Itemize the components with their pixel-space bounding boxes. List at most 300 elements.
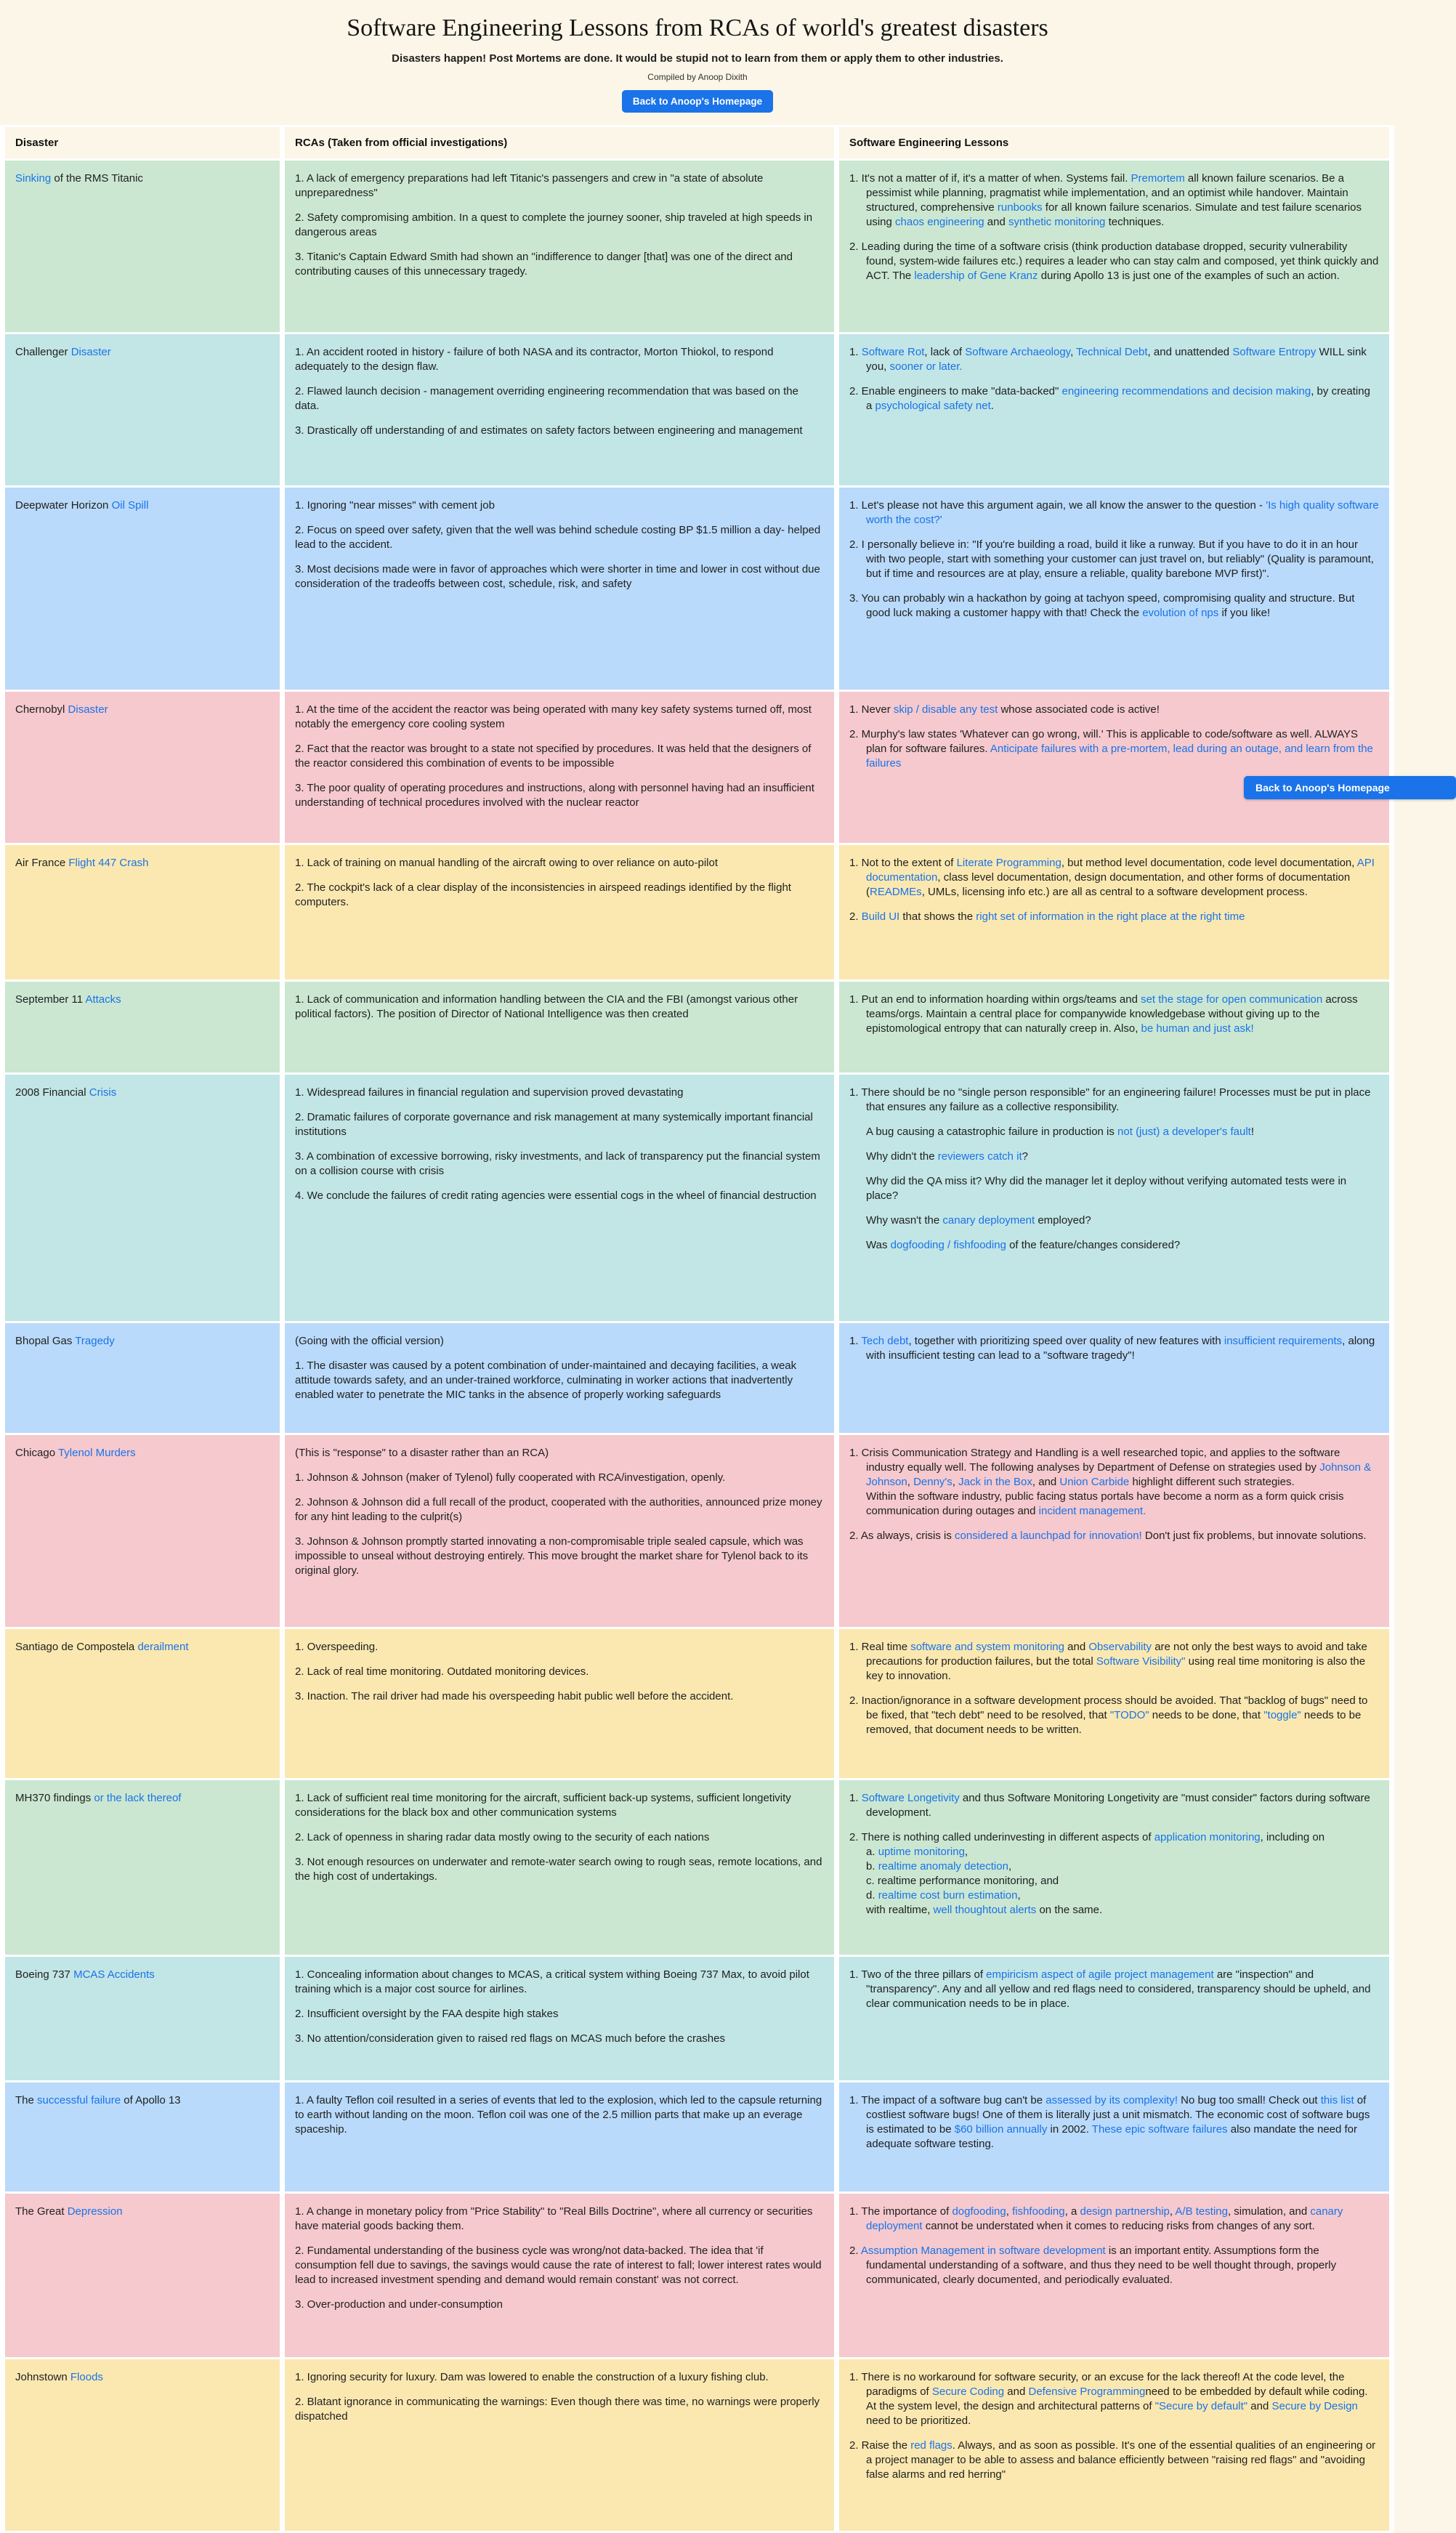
inline-link[interactable]: READMEs (870, 886, 922, 898)
text-segment: during Apollo 13 is just one of the examples of such an action. (1038, 270, 1340, 282)
text-segment: , (952, 1476, 959, 1488)
text-segment: , (1006, 2205, 1013, 2218)
inline-link[interactable]: dogfooding (952, 2205, 1006, 2218)
page-subtitle: Disasters happen! Post Mortems are done. It would be stupid not to learn from them or apply them to other industries. (392, 52, 1003, 65)
paragraph (295, 2298, 824, 2312)
text-segment: 2. Safety compromising ambition. In a quest to complete the journey sooner, ship traveled at high speeds in dangerous areas (295, 211, 813, 238)
paragraph (295, 1830, 824, 1845)
paragraph (849, 1830, 1379, 1845)
text-segment: No bug too small! Check out (1178, 2094, 1321, 2106)
text-segment: need to be embedded by default while coding. (1145, 2385, 1368, 2398)
text-segment: 2. Raise the (849, 2439, 911, 2452)
inline-link[interactable]: chaos engineering (895, 216, 984, 228)
text-segment: 2. Fundamental understanding of the business cycle was wrong/not data-backed. The idea that 'if consumption fell due to savings, the savings would cause the rate of interest to fall; lower interest rates would lead to increased investment spending and demand would remain constant' was not correct. (295, 2245, 822, 2286)
paragraph (849, 1845, 1379, 1859)
paragraph (849, 2244, 1379, 2287)
paragraph (295, 2007, 824, 2021)
text-segment: The (15, 2094, 38, 2106)
rca-cell (285, 1435, 834, 1627)
paragraph (849, 1125, 1379, 1139)
text-segment: 1. Johnson & Johnson (maker of Tylenol) fully cooperated with RCA/investigation, openly. (295, 1471, 726, 1484)
inline-link[interactable]: canary deployment (866, 2205, 1343, 2232)
inline-link[interactable]: incident management. (1038, 1505, 1146, 1517)
inline-link[interactable]: Flight 447 Crash (68, 857, 149, 869)
paragraph (295, 1189, 824, 1203)
table-row (5, 161, 1389, 332)
paragraph (295, 1968, 824, 1997)
rca-cell (285, 488, 834, 690)
lessons-cell (839, 1075, 1389, 1321)
text-segment: ! (1250, 1126, 1255, 1138)
table-row (5, 334, 1389, 485)
inline-link[interactable]: skip / disable any test (893, 703, 998, 716)
text-segment: 1. (849, 1792, 862, 1804)
paragraph (849, 1150, 1379, 1164)
inline-link[interactable]: leadership of Gene Kranz (914, 270, 1038, 282)
inline-link[interactable]: Tragedy (75, 1335, 115, 1347)
text-segment: of costliest software bugs! One of them is literally just a unit mismatch. The economic cost of software bugs is estimated to be (866, 2094, 1370, 2136)
text-segment: 1. (849, 1335, 862, 1347)
inline-link[interactable]: Defensive Programming (1028, 2385, 1146, 2398)
paragraph (295, 856, 824, 870)
inline-link[interactable]: 'Is high quality software worth the cost?' (866, 499, 1379, 526)
text-segment: WILL sink you, (866, 346, 1367, 373)
text-segment: are not only the best ways to avoid and take precautions for production failures, but the total (866, 1641, 1367, 1668)
paragraph (849, 2439, 1379, 2482)
lessons-cell (839, 1780, 1389, 1955)
text-segment: of the feature/changes considered? (1006, 1239, 1181, 1251)
paragraph (849, 2399, 1379, 2428)
paragraph (849, 1874, 1379, 1888)
text-segment: Why did the QA miss it? Why did the manager let it deploy without verifying automated tests were in place? (866, 1175, 1347, 1202)
paragraph (295, 345, 824, 374)
text-segment: d. (866, 1889, 878, 1902)
inline-link[interactable]: API documentation (866, 857, 1375, 884)
paragraph (295, 2244, 824, 2287)
text-segment: 3. Inaction. The rail driver had made his overspeeding habit public well before the accident. (295, 1690, 734, 1702)
rca-cell (285, 692, 834, 843)
inline-link[interactable]: Attacks (85, 993, 121, 1006)
paragraph (295, 562, 824, 591)
disaster-cell (5, 1780, 280, 1955)
disaster-cell (5, 2359, 280, 2531)
text-segment: for all known failure scenarios. Simulate and test failure scenarios using (866, 201, 1362, 228)
paragraph (849, 1086, 1379, 1115)
paragraph (849, 910, 1379, 924)
rca-cell (285, 1957, 834, 2080)
text-segment: , (1169, 2205, 1176, 2218)
text-segment: with realtime, (866, 1904, 934, 1916)
inline-link[interactable]: A/B testing (1175, 2205, 1228, 2218)
table-row (5, 2082, 1389, 2191)
text-segment: 2. Focus on speed over safety, given that the well was behind schedule costing BP $1.5 million a day- helped lead to the accident. (295, 524, 821, 551)
text-segment: of Apollo 13 (121, 2094, 181, 2106)
paragraph (849, 384, 1379, 413)
text-segment: that shows the (899, 910, 976, 923)
inline-link[interactable]: Secure Coding (931, 2385, 1005, 2398)
text-segment: 2. Leading during the time of a software crisis (think production database dropped, security vulnerability found, system-wide failures etc.) requires a leader who can stay calm and composed, yet think quickly and ACT. The (849, 241, 1379, 282)
paragraph (295, 2093, 824, 2137)
text-segment: , UMLs, licensing info etc.) are all as central to a software development process. (921, 886, 1308, 898)
text-segment: , (964, 1846, 968, 1858)
text-segment: cannot be understated when it comes to reducing risks from changes of any sort. (922, 2220, 1315, 2232)
text-segment: ? (1022, 1150, 1028, 1163)
paragraph (295, 1855, 824, 1884)
paragraph (849, 1791, 1379, 1820)
paragraph (849, 345, 1379, 374)
text-segment: 2. Flawed launch decision - management overriding engineering recommendation that was based on the data. (295, 385, 798, 412)
paragraph (295, 1359, 824, 1402)
rca-cell (285, 334, 834, 485)
inline-link[interactable]: right set of information in the right place at the right time (976, 910, 1245, 923)
paragraph (849, 1238, 1379, 1253)
paragraph (849, 703, 1379, 717)
text-segment: 3. Most decisions made were in favor of approaches which were shorter in time and lower in cost without due consideration of the tradeoffs between cost, schedule, risk, and safety (295, 563, 820, 590)
inline-link[interactable]: successful failure (37, 2094, 121, 2106)
text-segment: Bhopal Gas (15, 1335, 76, 1347)
disaster-cell (5, 2082, 280, 2191)
inline-link[interactable]: Union Carbide (1059, 1476, 1130, 1488)
text-segment: 1. Real time (849, 1641, 911, 1653)
lessons-cell (839, 1629, 1389, 1778)
text-segment: b. (866, 1860, 878, 1873)
text-segment: whose associated code is active! (998, 703, 1160, 716)
text-segment: 2. (849, 2245, 861, 2257)
inline-link[interactable]: design partnership (1080, 2205, 1170, 2218)
inline-link[interactable]: Assumption Management in software development (860, 2245, 1106, 2257)
text-segment: 1. A lack of emergency preparations had left Titanic's passengers and crew in "a state of absolute unpreparedness" (295, 172, 764, 199)
paragraph (295, 171, 824, 201)
text-segment: 1. Two of the three pillars of (849, 1968, 987, 1981)
text-segment: 1. (849, 346, 862, 358)
inline-link[interactable]: Jack in the Box (958, 1476, 1032, 1488)
paragraph (295, 1791, 824, 1820)
inline-link[interactable]: Oil Spill (111, 499, 149, 512)
table-row (5, 488, 1389, 690)
text-segment: 3. Drastically off understanding of and estimates on safety factors between engineering and management (295, 424, 803, 437)
paragraph (849, 2205, 1379, 2234)
rca-cell (285, 2194, 834, 2357)
floating-back-to-homepage-button[interactable]: Back to Anoop's Homepage (1244, 776, 1456, 799)
table-row (5, 2359, 1389, 2531)
inline-link[interactable]: Denny's (913, 1476, 953, 1488)
paragraph (849, 1490, 1379, 1519)
text-segment: 1. Crisis Communication Strategy and Handling is a well researched topic, and applies to the software industry equally well. The following analyses by Department of Defense on strategies used by (849, 1447, 1340, 1474)
inline-link[interactable]: assessed by its complexity! (1046, 2094, 1178, 2106)
inline-link[interactable]: Software Longetivity (861, 1792, 960, 1804)
disaster-cell (5, 1629, 280, 1778)
rca-cell (285, 161, 834, 332)
inline-link[interactable]: this list (1320, 2094, 1354, 2106)
table-row (5, 1780, 1389, 1955)
paragraph (295, 1086, 824, 1100)
text-segment: , (1070, 346, 1077, 358)
disaster-cell (5, 334, 280, 485)
lessons-cell (839, 845, 1389, 979)
text-segment: 2. Johnson & Johnson did a full recall of the product, cooperated with the authorities, announced prize money for any hint leading to the culprit(s) (295, 1496, 822, 1523)
inline-link[interactable]: engineering recommendations and decision making (1061, 385, 1311, 397)
inline-link[interactable]: Software Archaeology (965, 346, 1071, 358)
text-segment: 1. At the time of the accident the reactor was being operated with many key safety systems turned off, most notably the emergency core cooling system (295, 703, 812, 730)
inline-link[interactable]: Premortem (1131, 172, 1185, 185)
inline-link[interactable]: application monitoring (1154, 1831, 1261, 1843)
lessons-cell (839, 334, 1389, 485)
paragraph (295, 1334, 824, 1349)
text-segment: on the same. (1036, 1904, 1103, 1916)
text-segment: 1. Ignoring "near misses" with cement job (295, 499, 495, 512)
paragraph (295, 211, 824, 240)
inline-link[interactable]: runbooks (997, 201, 1043, 214)
text-segment: needs to be removed, that document needs to be written. (866, 1709, 1362, 1736)
inline-link[interactable]: realtime cost burn estimation (878, 1889, 1018, 1902)
text-segment: using real time monitoring is also the key to innovation. (866, 1655, 1366, 1682)
inline-link[interactable]: reviewers catch it (937, 1150, 1022, 1163)
text-segment: 1. Concealing information about changes to MCAS, a critical system withing Boeing 737 Max, to avoid pilot training which is a major cost source for airlines. (295, 1968, 809, 1995)
paragraph (849, 1529, 1379, 1543)
text-segment: 1. An accident rooted in history - failure of both NASA and its contractor, Morton Thiokol, to respond adequately to the design flaw. (295, 346, 774, 373)
inline-link[interactable]: Johnson & Johnson (866, 1461, 1372, 1488)
text-segment: and (1004, 2385, 1029, 2398)
inline-link[interactable]: MCAS Accidents (73, 1968, 155, 1981)
text-segment: 2. Insufficient oversight by the FAA despite high stakes (295, 2008, 559, 2020)
text-segment: , (1017, 1889, 1021, 1902)
column-header-rcas: RCAs (Taken from official investigations) (285, 127, 834, 158)
inline-link[interactable]: Anticipate failures with a pre-mortem, lead during an outage, and learn from the failures (866, 743, 1373, 769)
text-segment: 1. There is no workaround for software security, or an excuse for the lack thereof! At the code level, the paradigms of (849, 2371, 1345, 2398)
text-segment: Chicago (15, 1447, 58, 1459)
inline-link[interactable]: be human and just ask! (1141, 1022, 1254, 1035)
inline-link[interactable]: Tech debt (861, 1335, 909, 1347)
inline-link[interactable]: Disaster (70, 346, 111, 358)
text-segment: highlight different such strategies. (1129, 1476, 1295, 1488)
text-segment: , and (1032, 1476, 1060, 1488)
text-segment: 2. Lack of openness in sharing radar data mostly owing to the security of each nations (295, 1831, 710, 1843)
disaster-cell (5, 1957, 280, 2080)
inline-link[interactable]: uptime monitoring (878, 1846, 965, 1858)
lessons-cell (839, 2194, 1389, 2357)
text-segment: 1. Let's please not have this argument again, we all know the answer to the question - (849, 499, 1266, 512)
disaster-cell (5, 692, 280, 843)
paragraph (295, 1150, 824, 1179)
paragraph (849, 498, 1379, 528)
disaster-cell (5, 982, 280, 1072)
text-segment: Chernobyl (15, 703, 68, 716)
inline-link[interactable]: "Secure by default" (1154, 2400, 1248, 2412)
text-segment: a. (866, 1846, 878, 1858)
disaster-cell (5, 161, 280, 332)
disasters-table (0, 125, 1394, 2533)
inline-link[interactable]: Software Visibility" (1096, 1655, 1186, 1668)
inline-link[interactable]: canary deployment (942, 1214, 1035, 1227)
text-segment: and thus Software Monitoring Longetivity are "must consider" factors during software development. (866, 1792, 1370, 1819)
text-segment: 1. Lack of training on manual handling of the aircraft owing to over reliance on auto-pilot (295, 857, 719, 869)
inline-link[interactable]: psychological safety net (875, 400, 991, 412)
text-segment: are "inspection" and "transparency". Any and all yellow and red flags need to considered, transparency should be upheld, and clear communication needs to be in place. (866, 1968, 1371, 2010)
text-segment: . Always, and as soon as possible. It's one of the essential qualities of an engineering or a project manager to be able to assess and balance efficiently between "raising red flags" and "avoiding false alarms and red herring" (866, 2439, 1376, 2481)
page-title: Software Engineering Lessons from RCAs of world's greatest disasters (347, 15, 1048, 41)
table-row (5, 1629, 1389, 1778)
disaster-cell (5, 1075, 280, 1321)
text-segment: 2. I personally believe in: "If you're building a road, build it like a runway. But if you have to do it in an hour with two people, start with something your customer can just travel on, but reliably" (Quality is paramount, but if time and resources are at play, ensure a reliable, quality barebone MVP first)". (849, 538, 1374, 580)
paragraph (295, 781, 824, 810)
inline-link[interactable]: empiricism aspect of agile project management (986, 1968, 1214, 1981)
text-segment: 1. The impact of a software bug can't be (849, 2094, 1046, 2106)
paragraph (295, 384, 824, 413)
paragraph (295, 1495, 824, 1524)
paragraph (295, 1110, 824, 1139)
lessons-cell (839, 488, 1389, 690)
paragraph (295, 1535, 824, 1578)
inline-link[interactable]: Literate Programming (956, 857, 1061, 869)
rca-cell (285, 845, 834, 979)
rca-cell (285, 1629, 834, 1778)
inline-link[interactable]: derailment (137, 1641, 189, 1653)
text-segment: Was (866, 1239, 891, 1251)
inline-link[interactable]: Sinking (15, 172, 52, 185)
text-segment: Johnstown (15, 2371, 70, 2383)
text-segment: employed? (1035, 1214, 1091, 1227)
text-segment: Boeing 737 (15, 1968, 74, 1981)
text-segment: 1. It's not a matter of if, it's a matter of when. Systems fail. (849, 172, 1131, 185)
inline-link[interactable]: Software Entropy (1232, 346, 1317, 358)
inline-link[interactable]: Observability (1088, 1641, 1152, 1653)
paragraph (295, 250, 824, 279)
inline-link[interactable]: Secure by Design (1271, 2400, 1358, 2412)
table-row (5, 1323, 1389, 1433)
text-segment: needs to be done, that (1149, 1709, 1264, 1721)
text-segment: 3. A combination of excessive borrowing, risky investments, and lack of transparency put the financial system on a collision course with crisis (295, 1150, 820, 1177)
inline-link[interactable]: fishfooding (1012, 2205, 1065, 2218)
inline-link[interactable]: "toggle" (1263, 1709, 1301, 1721)
inline-link[interactable]: Crisis (89, 1086, 117, 1099)
table-row (5, 1435, 1389, 1627)
text-segment: , and unattended (1147, 346, 1233, 358)
inline-link[interactable]: evolution of nps (1142, 607, 1219, 619)
text-segment: (This is "response" to a disaster rather than an RCA) (295, 1447, 549, 1459)
text-segment: Don't just fix problems, but innovate solutions. (1141, 1530, 1367, 1542)
text-segment: 1. Widespread failures in financial regulation and supervision proved devastating (295, 1086, 684, 1099)
text-segment: 3. You can probably win a hackathon by going at tachyon speed, compromising quality and structure. But good luck making a customer happy with that! Check the (849, 592, 1355, 619)
compiled-by: Compiled by Anoop Dixith (647, 72, 748, 82)
paragraph (295, 1665, 824, 1679)
paragraph (295, 703, 824, 732)
text-segment: 3. No attention/consideration given to raised red flags on MCAS much before the crashes (295, 2032, 725, 2045)
inline-link[interactable]: not (just) a developer's fault (1117, 1126, 1251, 1138)
text-segment: 2. Fact that the reactor was brought to a state not specified by procedures. It was held that the designers of the reactor considered this combination of events to be impossible (295, 743, 812, 769)
paragraph (295, 2370, 824, 2385)
paragraph (849, 1174, 1379, 1203)
text-segment: September 11 (15, 993, 86, 1006)
inline-link[interactable]: Disaster (68, 703, 108, 716)
text-segment: , (907, 1476, 914, 1488)
back-to-homepage-button[interactable]: Back to Anoop's Homepage (622, 90, 773, 113)
inline-link[interactable]: red flags (910, 2439, 953, 2452)
disaster-cell (5, 1435, 280, 1627)
rca-cell (285, 982, 834, 1072)
inline-link[interactable]: insufficient requirements (1224, 1335, 1343, 1347)
inline-link[interactable]: Build UI (861, 910, 900, 923)
text-segment: 3. Not enough resources on underwater and remote-water search owing to rough seas, remote locations, and the high cost of undertakings. (295, 1856, 822, 1883)
lessons-cell (839, 161, 1389, 332)
inline-link[interactable]: $60 billion annually (954, 2123, 1048, 2136)
inline-link[interactable]: well thoughtout alerts (933, 1904, 1037, 1916)
text-segment: 1. Lack of communication and information handling between the CIA and the FBI (amongst various other political factors). The position of Director of National Intelligence was then created (295, 993, 798, 1020)
table-row (5, 692, 1389, 843)
text-segment: 2. (849, 910, 862, 923)
rca-cell (285, 1323, 834, 1433)
page-header (0, 0, 1395, 113)
inline-link[interactable]: dogfooding / fishfooding (890, 1239, 1006, 1251)
paragraph (849, 171, 1379, 230)
text-segment: 3. Johnson & Johnson promptly started innovating a non-compromisable triple sealed capsule, which was impossible to unseal without destroying entirely. This move brought the market share for Tylenol back to its original glory. (295, 1535, 809, 1577)
inline-link[interactable]: synthetic monitoring (1008, 216, 1106, 228)
text-segment: also mandate the need for adequate software testing. (866, 2123, 1358, 2150)
paragraph (295, 2032, 824, 2046)
paragraph (295, 498, 824, 513)
text-segment: Why didn't the (866, 1150, 938, 1163)
inline-link[interactable]: sooner or later. (889, 360, 963, 373)
text-segment: (Going with the official version) (295, 1335, 444, 1347)
lessons-cell (839, 982, 1389, 1072)
paragraph (295, 742, 824, 771)
disaster-cell (5, 2194, 280, 2357)
text-segment: , by creating a (866, 385, 1370, 412)
text-segment: 1. Overspeeding. (295, 1641, 379, 1653)
text-segment: 2. The cockpit's lack of a clear display of the inconsistencies in airspeed readings identified by the flight computers. (295, 881, 791, 908)
paragraph (849, 1446, 1379, 1490)
inline-link[interactable]: Tylenol Murders (57, 1447, 136, 1459)
inline-link[interactable]: software and system monitoring (910, 1641, 1064, 1653)
text-segment: 3. The poor quality of operating procedures and instructions, along with personnel having had an insufficient understanding of technical procedures involved with the nuclear reactor (295, 782, 814, 809)
table-row (5, 845, 1389, 979)
text-segment: A bug causing a catastrophic failure in production is (866, 1126, 1118, 1138)
table-row (5, 1075, 1389, 1321)
text-segment: Challenger (15, 346, 71, 358)
inline-link[interactable]: These epic software failures (1091, 2123, 1228, 2136)
paragraph (295, 2205, 824, 2234)
inline-link[interactable]: realtime anomaly detection (878, 1860, 1008, 1873)
inline-link[interactable]: Software Rot (861, 346, 925, 358)
text-segment: , simulation, and (1227, 2205, 1311, 2218)
inline-link[interactable]: or the lack thereof (94, 1792, 182, 1804)
text-segment: At the system level, the design and architectural patterns of (866, 2400, 1155, 2412)
inline-link[interactable]: "TODO" (1109, 1709, 1149, 1721)
text-segment: , (1008, 1860, 1012, 1873)
paragraph (849, 1859, 1379, 1874)
paragraph (849, 2370, 1379, 2399)
paragraph (295, 424, 824, 438)
disasters-table-body (5, 161, 1389, 2531)
text-segment: , together with prioritizing speed over quality of new features with (908, 1335, 1224, 1347)
text-segment: 1. The disaster was caused by a potent combination of under-maintained and decaying facilities, a weak attitude towards safety, and an under-trained workforce, culminating in worker actions that inadvertently enabled water to penetrate the MIC tanks in the absence of properly working safeguards (295, 1360, 797, 1401)
paragraph (849, 1640, 1379, 1684)
text-segment: 2. Lack of real time monitoring. Outdated monitoring devices. (295, 1665, 589, 1678)
lessons-cell (839, 1957, 1389, 2080)
inline-link[interactable]: Depression (67, 2205, 123, 2218)
inline-link[interactable]: set the stage for open communication (1141, 993, 1323, 1006)
text-segment: , lack of (924, 346, 966, 358)
lessons-cell (839, 692, 1389, 843)
rca-cell (285, 1075, 834, 1321)
text-segment: across teams/orgs. Maintain a central place for companywide knowledgebase without giving up to the epistomological entropy that can naturally creep in. Also, (866, 993, 1358, 1035)
inline-link[interactable]: Technical Debt (1076, 346, 1148, 358)
inline-link[interactable]: Floods (70, 2371, 103, 2383)
text-segment: techniques. (1105, 216, 1165, 228)
text-segment: The Great (15, 2205, 68, 2218)
table-row (5, 1957, 1389, 2080)
inline-link[interactable]: considered a launchpad for innovation! (955, 1530, 1142, 1542)
text-segment: 2. There is nothing called underinvesting in different aspects of (849, 1831, 1154, 1843)
